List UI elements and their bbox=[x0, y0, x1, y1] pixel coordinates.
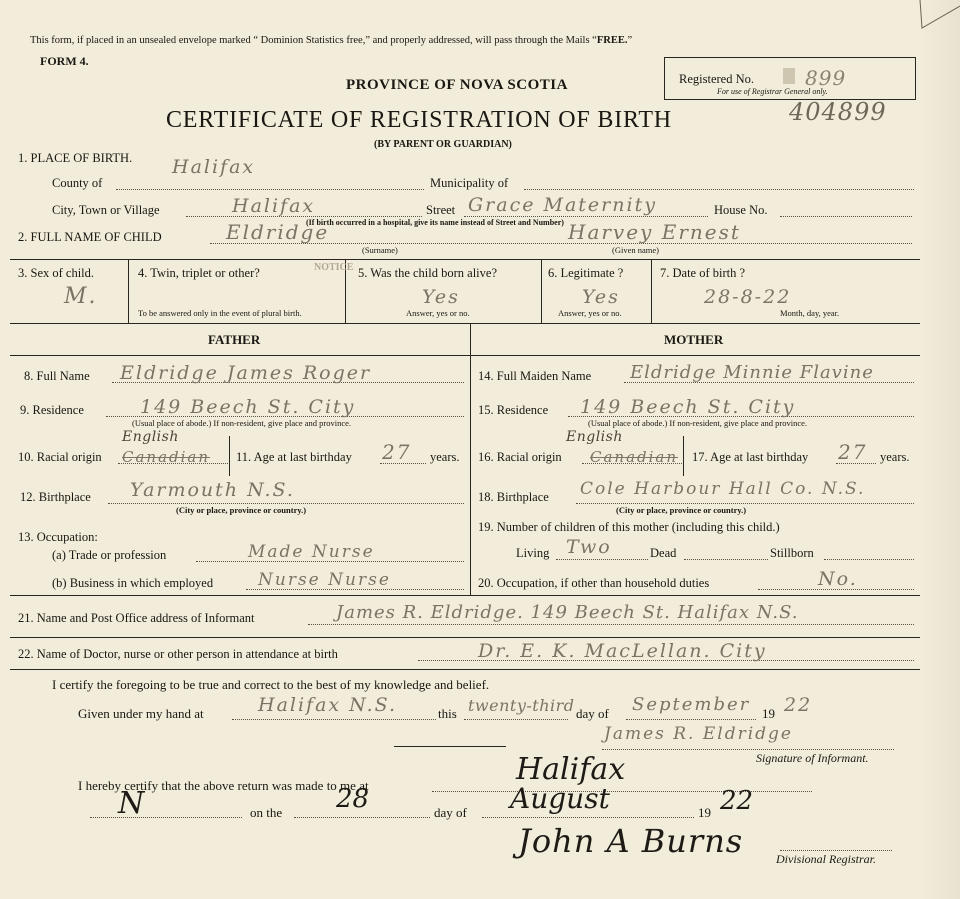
registrar-note: For use of Registrar General only. bbox=[717, 87, 828, 96]
doctor-value: Dr. E. K. MacLellan. City bbox=[478, 640, 767, 662]
given-place-line bbox=[232, 719, 436, 720]
dead-label: Dead bbox=[650, 546, 677, 560]
father-name-label: 8. Full Name bbox=[24, 369, 90, 383]
child-given-value: Harvey Ernest bbox=[568, 220, 741, 244]
mother-racial-value: Canadian bbox=[590, 448, 679, 466]
rule-father-racial bbox=[229, 436, 230, 476]
certify-statement: I certify the foregoing to be true and correct to the best of my knowledge and belief. bbox=[52, 677, 490, 692]
legitimate-label: 6. Legitimate ? bbox=[548, 266, 624, 280]
rule-between-21-22 bbox=[10, 637, 920, 638]
this-label: this bbox=[438, 706, 457, 721]
father-residence-value: 149 Beech St. City bbox=[140, 396, 356, 418]
father-birthplace-label: 12. Birthplace bbox=[20, 490, 91, 504]
registrar-signature: John A Burns bbox=[518, 822, 744, 860]
living-value: Two bbox=[566, 536, 612, 558]
form-number: FORM 4. bbox=[40, 54, 89, 68]
mail-notice bbox=[30, 35, 632, 46]
registrar-month-value: August bbox=[510, 782, 610, 815]
street-line bbox=[464, 216, 708, 217]
registrar-date-mark: N bbox=[118, 786, 145, 821]
informant-value: James R. Eldridge. 149 Beech St. Halifax N.S. bbox=[336, 602, 799, 623]
informant-line bbox=[308, 624, 914, 625]
stillborn-label: Stillborn bbox=[770, 546, 814, 560]
mother-racial-correction: English bbox=[566, 429, 623, 445]
father-years-label: years. bbox=[430, 450, 460, 464]
dead-line bbox=[684, 559, 768, 560]
date-of-birth-note: Month, day, year. bbox=[780, 308, 840, 318]
registrar-place-value: Halifax bbox=[516, 752, 626, 787]
registrar-day-value: 28 bbox=[336, 784, 370, 814]
city-value: Halifax bbox=[232, 195, 316, 217]
mother-age-label: 17. Age at last birthday bbox=[692, 450, 809, 464]
child-name-label: 2. FULL NAME OF CHILD bbox=[18, 230, 162, 244]
certify-day-of-label: day of bbox=[576, 706, 609, 721]
registrar-statement: I hereby certify that the above return was made to me at bbox=[78, 778, 369, 793]
mother-residence-note: (Usual place of abode.) If non-resident, give place and province. bbox=[588, 418, 808, 428]
surname-note: (Surname) bbox=[362, 245, 398, 255]
county-label: County of bbox=[52, 176, 103, 190]
municipality-line bbox=[524, 189, 914, 190]
business-label: (b) Business in which employed bbox=[52, 576, 214, 590]
mother-name-value: Eldridge Minnie Flavine bbox=[630, 362, 874, 383]
mother-name-label: 14. Full Maiden Name bbox=[478, 369, 592, 383]
father-racial-value: Canadian bbox=[122, 448, 211, 466]
mother-residence-value: 149 Beech St. City bbox=[580, 396, 796, 418]
mother-birthplace-value: Cole Harbour Hall Co. N.S. bbox=[580, 479, 866, 499]
stamp-smudge bbox=[783, 68, 795, 84]
informant-signature-line bbox=[602, 749, 894, 750]
registrar-signature-line bbox=[780, 850, 892, 851]
certify-day-line bbox=[464, 719, 568, 720]
father-birthplace-note: (City or place, province or country.) bbox=[176, 505, 307, 515]
child-surname-value: Eldridge bbox=[226, 220, 330, 244]
father-racial-label: 10. Racial origin bbox=[18, 450, 102, 464]
county-value: Halifax bbox=[172, 156, 256, 178]
registrar-year-prefix: 19 bbox=[698, 805, 711, 820]
rule-row3-d bbox=[651, 259, 652, 323]
paper-edge-shadow bbox=[918, 0, 960, 899]
certify-year-prefix: 19 bbox=[762, 706, 775, 721]
mother-birthplace-note: (City or place, province or country.) bbox=[616, 505, 747, 515]
informant-signature-caption: Signature of Informant. bbox=[756, 751, 869, 765]
father-age-value: 27 bbox=[382, 440, 412, 464]
born-alive-label: 5. Was the child born alive? bbox=[358, 266, 498, 280]
doctor-label: 22. Name of Doctor, nurse or other person in attendance at birth bbox=[18, 647, 338, 661]
registrar-on-label: on the bbox=[250, 805, 283, 820]
father-heading: FATHER bbox=[208, 332, 261, 347]
page-subtitle: (BY PARENT OR GUARDIAN) bbox=[374, 139, 512, 150]
legitimate-note: Answer, yes or no. bbox=[558, 308, 622, 318]
sex-label: 3. Sex of child. bbox=[18, 266, 95, 280]
trade-value: Made Nurse bbox=[248, 542, 375, 562]
county-line bbox=[116, 189, 424, 190]
certify-month-line bbox=[626, 719, 756, 720]
house-no-line bbox=[780, 216, 912, 217]
registrar-day-of-label: day of bbox=[434, 805, 467, 820]
given-place-value: Halifax N.S. bbox=[258, 694, 397, 716]
plurality-note: To be answered only in the event of plural birth. bbox=[138, 308, 302, 318]
free-word: FREE. bbox=[596, 35, 628, 46]
mail-notice-quote: ” bbox=[627, 35, 633, 46]
mother-occupation-value: No. bbox=[818, 568, 858, 590]
registrar-month-line bbox=[482, 817, 694, 818]
father-residence-label: 9. Residence bbox=[20, 403, 84, 417]
born-alive-value: Yes bbox=[422, 286, 460, 308]
informant-label: 21. Name and Post Office address of Informant bbox=[18, 611, 255, 625]
registered-label: Registered No. bbox=[679, 72, 754, 86]
registrar-year-value: 22 bbox=[720, 786, 754, 816]
registrar-title: Divisional Registrar. bbox=[776, 852, 877, 866]
notice-bleed-through: NOTICE bbox=[314, 262, 354, 273]
informant-signature: James R. Eldridge bbox=[604, 724, 793, 744]
born-alive-note: Answer, yes or no. bbox=[406, 308, 470, 318]
certify-year-value: 22 bbox=[784, 694, 813, 716]
father-racial-correction: English bbox=[122, 429, 179, 445]
rule-above-informant bbox=[10, 595, 920, 596]
registrar-place-line bbox=[432, 791, 812, 792]
rule-below-headings bbox=[10, 355, 920, 356]
street-label: Street bbox=[426, 203, 456, 217]
rule-parents-divider bbox=[470, 323, 471, 595]
mother-racial-label: 16. Racial origin bbox=[478, 450, 562, 464]
registered-box bbox=[664, 57, 916, 100]
father-residence-note: (Usual place of abode.) If non-resident, give place and province. bbox=[132, 418, 352, 428]
mother-birthplace-label: 18. Birthplace bbox=[478, 490, 549, 504]
mother-birthplace-line bbox=[576, 503, 914, 504]
rule-bottom-row3 bbox=[10, 323, 920, 324]
living-line bbox=[556, 559, 648, 560]
mother-occupation-label: 20. Occupation, if other than household duties bbox=[478, 576, 710, 590]
stillborn-line bbox=[824, 559, 914, 560]
father-age-label: 11. Age at last birthday bbox=[236, 450, 352, 464]
mother-age-value: 27 bbox=[838, 440, 868, 464]
given-under-label: Given under my hand at bbox=[78, 706, 204, 721]
mother-heading: MOTHER bbox=[664, 332, 724, 347]
living-label: Living bbox=[516, 546, 550, 560]
children-count-label: 19. Number of children of this mother (including this child.) bbox=[478, 520, 780, 534]
city-label: City, Town or Village bbox=[52, 203, 160, 217]
certify-month-value: September bbox=[632, 694, 751, 715]
sex-value: M. bbox=[64, 284, 98, 309]
business-value: Nurse Nurse bbox=[258, 570, 391, 590]
rule-row3-c bbox=[541, 259, 542, 323]
father-name-value: Eldridge James Roger bbox=[120, 362, 372, 384]
occupation-label: 13. Occupation: bbox=[18, 530, 98, 544]
street-value: Grace Maternity bbox=[468, 194, 657, 216]
certify-day-value: twenty-third bbox=[468, 696, 575, 715]
stamp-number: 404899 bbox=[789, 98, 887, 126]
registrar-mark-line bbox=[90, 817, 242, 818]
province-heading: PROVINCE OF NOVA SCOTIA bbox=[346, 77, 568, 93]
plurality-label: 4. Twin, triplet or other? bbox=[138, 266, 260, 280]
registered-number: 899 bbox=[805, 66, 847, 90]
place-of-birth-label: 1. PLACE OF BIRTH. bbox=[18, 151, 133, 165]
mail-notice-text: This form, if placed in an unsealed envelope marked “ Dominion Statistics free,” and properly addressed, will pass through the Mails “ bbox=[30, 35, 597, 46]
hospital-note: (If birth occurred in a hospital, give its name instead of Street and Number) bbox=[306, 218, 564, 227]
rule-below-doctor bbox=[10, 669, 920, 670]
legitimate-value: Yes bbox=[582, 286, 620, 308]
date-of-birth-value: 28-8-22 bbox=[704, 286, 792, 308]
mother-years-label: years. bbox=[880, 450, 910, 464]
mother-residence-label: 15. Residence bbox=[478, 403, 549, 417]
father-birthplace-line bbox=[108, 503, 464, 504]
father-birthplace-value: Yarmouth N.S. bbox=[130, 479, 295, 501]
rule-mother-racial bbox=[683, 436, 684, 476]
house-no-label: House No. bbox=[714, 203, 768, 217]
rule-short-signature bbox=[394, 746, 506, 747]
municipality-label: Municipality of bbox=[430, 176, 509, 190]
rule-top-row3 bbox=[10, 259, 920, 260]
trade-label: (a) Trade or profession bbox=[52, 548, 167, 562]
date-of-birth-label: 7. Date of birth ? bbox=[660, 266, 746, 280]
rule-row3-a bbox=[128, 259, 129, 323]
given-name-note: (Given name) bbox=[612, 245, 659, 255]
torn-corner-mark bbox=[900, 0, 960, 60]
page-title: CERTIFICATE OF REGISTRATION OF BIRTH bbox=[166, 107, 672, 133]
registrar-day-line bbox=[294, 817, 430, 818]
